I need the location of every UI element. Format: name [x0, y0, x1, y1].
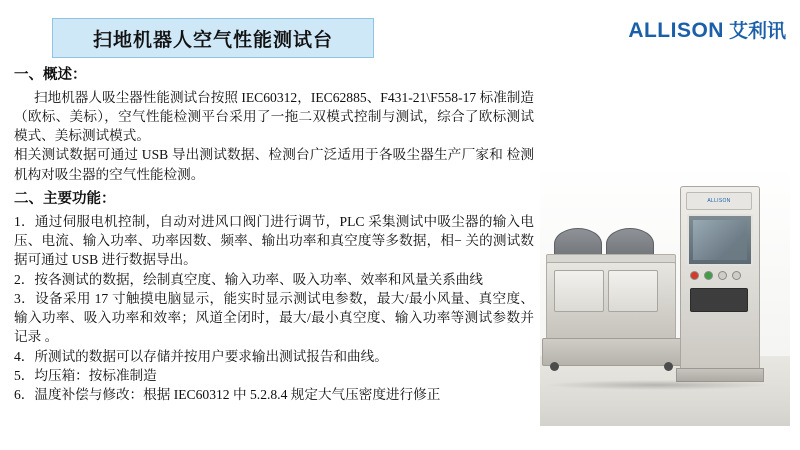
list-item: 1．通过伺服电机控制，自动对进风口阀门进行调节，PLC 采集测试中吸尘器的输入电压、电流、输入功率、功率因数、频率、输出功率和真空度等多数据，相− 关的测试数据可通过 USB 进行数据导出。	[14, 213, 534, 268]
emergency-stop-icon	[690, 271, 699, 280]
section-1-heading: 一、概述：	[14, 67, 87, 83]
selector-knob-icon	[718, 271, 727, 280]
list-item: 4．所测试的数据可以存储并按用户要求输出测试报告和曲线。	[14, 348, 388, 364]
cabinet-brand-label: ALLISON	[686, 192, 752, 210]
brand-name-en: ALLISON	[628, 19, 724, 42]
page-title: 扫地机器人空气性能测试台	[92, 29, 333, 51]
section-1-paragraph-1: 扫地机器人吸尘器性能测试台按照 IEC60312，IEC62885、F431-21\F558-17 标准制造（欧标、美标），空气性能检测平台采用了一拖二双模式控制与测试，综合了欧标测试模式、美标测试模式。	[14, 89, 534, 144]
screen-glare	[693, 220, 747, 260]
chamber-base	[542, 338, 682, 366]
equipment-photo	[540, 166, 790, 426]
floor-shadow	[544, 380, 770, 390]
test-bin-left	[554, 270, 604, 312]
test-bin-right	[608, 270, 658, 312]
list-item: 5．均压箱：按标准制造	[14, 367, 157, 383]
caster-wheel-icon	[550, 362, 559, 371]
control-knob-row	[690, 270, 746, 280]
caster-wheel-icon	[664, 362, 673, 371]
touch-screen-display	[687, 214, 753, 266]
brand-name-cn: 艾利讯	[728, 21, 786, 42]
selector-knob-icon	[732, 271, 741, 280]
start-button-icon	[704, 271, 713, 280]
instrument-panel	[690, 288, 748, 312]
page-title-box	[52, 18, 374, 58]
section-2-heading: 二、主要功能：	[14, 191, 116, 208]
section-1-paragraph-2: 相关测试数据可通过 USB 导出测试数据、检测台广泛适用于各吸尘器生产厂家和 检测机构对吸尘器的空气性能检测。	[14, 147, 534, 182]
list-item: 2．按各测试的数据，绘制真空度、输入功率、吸入功率、效率和风量关系曲线	[14, 271, 483, 287]
equipment-photo-scene	[540, 166, 790, 426]
document-body	[14, 66, 534, 405]
list-item: 3．设备采用 17 寸触摸电脑显示，能实时显示测试电参数，最大/最小风量、真空度、输入功率、吸入功率和效率；风道全闭时，最大/最小真空度、输入功率等测试参数并记录 。	[14, 290, 534, 345]
brand-logo	[628, 16, 786, 43]
list-item: 6．温度补偿与修改：根据 IEC60312 中 5.2.8.4 规定大气压密度进行修正	[14, 387, 441, 403]
